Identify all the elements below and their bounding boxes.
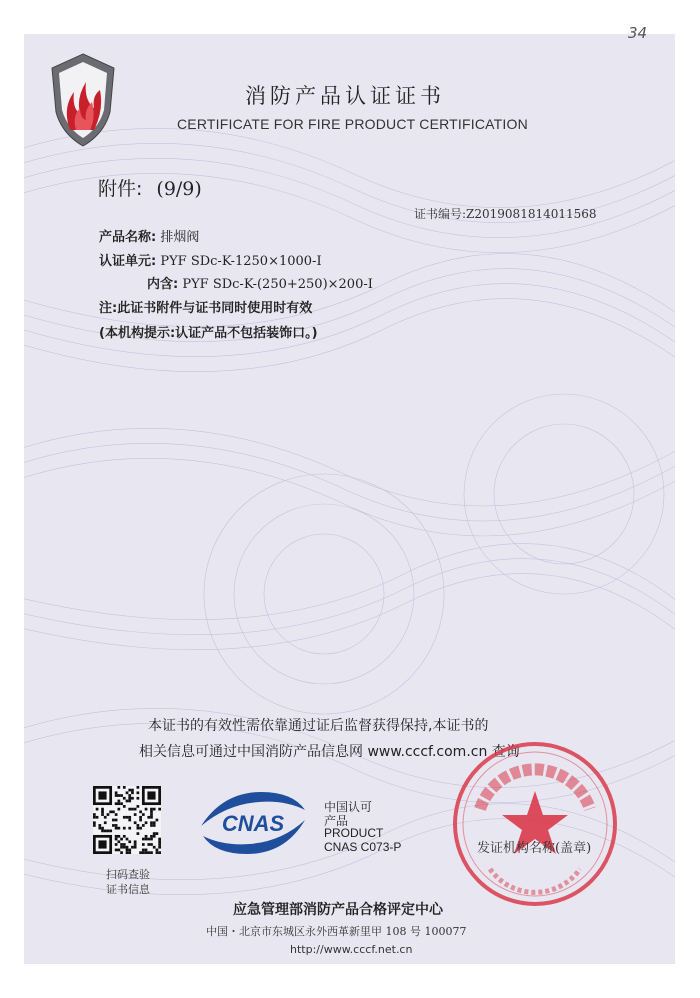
cnas-logo-icon xyxy=(193,786,313,860)
validity-line-2: 相关信息可通过中国消防产品信息网 www.cccf.com.cn 查询 xyxy=(139,744,520,760)
issuing-organization: 应急管理部消防产品合格评定中心 xyxy=(233,902,443,918)
qr-caption-line-2: 证书信息 xyxy=(106,883,150,896)
organization-address: 中国・北京市东城区永外西革新里甲 108 号 100077 xyxy=(206,925,467,938)
organization-website-link[interactable]: http://www.cccf.net.cn xyxy=(290,943,413,956)
handwritten-page-number: 34 xyxy=(628,24,648,42)
official-red-seal-icon xyxy=(450,739,620,909)
contains-value: PYF SDc-K-(250+250)×200-I xyxy=(182,277,373,292)
note-validity: 注:此证书附件与证书同时使用时有效 xyxy=(99,301,313,316)
qr-caption-line-1: 扫码查验 xyxy=(106,868,150,881)
product-name-value: 排烟阀 xyxy=(160,230,200,245)
issuer-label: 发证机构名称(盖章) xyxy=(477,841,592,856)
annex-heading xyxy=(98,174,202,201)
annex-page: (9/9) xyxy=(156,178,202,200)
certificate-number-value: Z2019081814011568 xyxy=(466,207,597,221)
certificate-title-en: CERTIFICATE FOR FIRE PRODUCT CERTIFICATION xyxy=(177,116,528,132)
contains-label: 内含: xyxy=(147,277,179,292)
cnas-line-2: 产品 xyxy=(324,814,349,828)
cert-unit-value: PYF SDc-K-1250×1000-I xyxy=(160,254,322,269)
cnas-logo-text: CNAS xyxy=(221,811,285,836)
cnas-line-4: CNAS C073-P xyxy=(324,840,402,854)
verification-qr-code[interactable] xyxy=(93,786,161,854)
cnas-line-1: 中国认可 xyxy=(324,800,373,814)
product-name-label: 产品名称: xyxy=(99,230,157,245)
certificate-number xyxy=(414,205,597,222)
note-decoration: (本机构提示:认证产品不包括装饰口。) xyxy=(99,326,318,341)
validity-line-1: 本证书的有效性需依靠通过证后监督获得保持,本证书的 xyxy=(148,718,489,734)
cnas-line-3: PRODUCT xyxy=(324,826,384,840)
annex-label: 附件: xyxy=(98,178,143,200)
certificate-number-label: 证书编号: xyxy=(414,207,467,221)
cert-unit-row xyxy=(99,250,322,269)
cert-unit-label: 认证单元: xyxy=(99,254,157,269)
fire-certification-emblem-icon xyxy=(48,52,118,148)
certificate-title-cn: 消防产品认证证书 xyxy=(245,84,445,108)
product-name-row xyxy=(99,226,199,245)
contains-row xyxy=(147,273,373,292)
